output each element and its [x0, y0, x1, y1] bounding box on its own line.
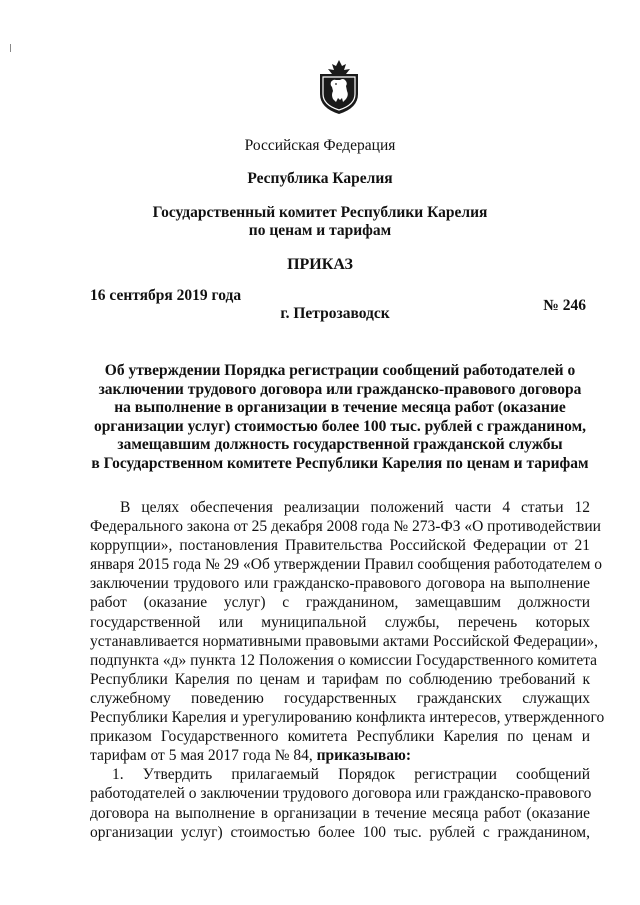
body-line: устанавливается нормативными правовыми актами Российской Федерации»,	[90, 632, 599, 650]
body-line: работ (оказание услуг) с гражданином, замещавшим должности	[90, 594, 590, 612]
order-number: № 246	[543, 297, 586, 314]
body-line: государственной или муниципальной службы, перечень которых	[90, 613, 590, 631]
city-name: г. Петрозаводск	[280, 305, 390, 322]
body-line: коррупции», постановления Правительства Российской Федерации от 21	[90, 537, 590, 555]
body-line: договора на выполнение в организации в течение месяца работ (оказание	[90, 804, 590, 822]
body-line: организации услуг) стоимостью более 100 тыс. рублей с гражданином,	[90, 823, 590, 841]
order-body	[90, 498, 605, 842]
body-line: служебному поведению государственных гражданских служащих	[90, 689, 590, 707]
title-line: в Государственном комитете Республики Карелия по ценам и тарифам	[91, 454, 589, 472]
republic-name: Республика Карелия	[247, 170, 393, 187]
title-line: Об утверждении Порядка регистрации сообщений работодателей о	[104, 362, 576, 379]
scan-mark	[10, 44, 11, 52]
body-line: января 2015 года № 29 «Об утверждении Правил сообщения работодателем о	[90, 556, 603, 574]
body-line: Федерального закона от 25 декабря 2008 года № 273-ФЗ «О противодействии	[90, 518, 601, 536]
country-name: Российская Федерация	[244, 137, 396, 154]
title-line: заключении трудового договора или гражданско-правового договора	[98, 380, 582, 398]
coat-of-arms-of-karelia-icon	[316, 58, 362, 116]
body-line: В целях обеспечения реализации положений части 4 статьи 12	[120, 499, 590, 516]
body-line: приказом Государственного комитета Республики Карелия по ценам и	[90, 728, 590, 746]
title-line: на выполнение в организации в течение месяца работ (оказание	[114, 399, 566, 416]
title-line: организации услуг) стоимостью более 100 тыс. рублей с гражданином,	[93, 417, 587, 435]
order-item-1-line: 1. Утвердить прилагаемый Порядок регистрации сообщений	[112, 766, 590, 784]
body-line: Республики Карелия и урегулированию конфликта интересов, утвержденного	[90, 709, 605, 727]
body-line-text: тарифам от 5 мая 2017 года № 84,	[90, 747, 313, 765]
body-line-with-order-word	[90, 746, 590, 765]
document-type: ПРИКАЗ	[287, 256, 353, 273]
body-line: заключении трудового или гражданско-правового договора на выполнение	[90, 575, 590, 593]
body-line: работодателей о заключении трудового договора или гражданско-правового	[90, 785, 592, 803]
order-date: 16 сентября 2019 года	[90, 287, 242, 304]
order-title	[90, 362, 590, 473]
committee-name-line2: по ценам и тарифам	[248, 222, 392, 239]
order-word: приказываю:	[316, 747, 411, 765]
body-line: Республики Карелия по ценам и тарифам по соблюдению требований к	[90, 670, 590, 688]
title-line: замещавшим должность государственной гражданской службы	[117, 436, 563, 453]
body-line: подпункта «д» пункта 12 Положения о комиссии Государственного комитета	[90, 651, 598, 669]
committee-name-line1: Государственный комитет Республики Карелия	[152, 204, 488, 221]
